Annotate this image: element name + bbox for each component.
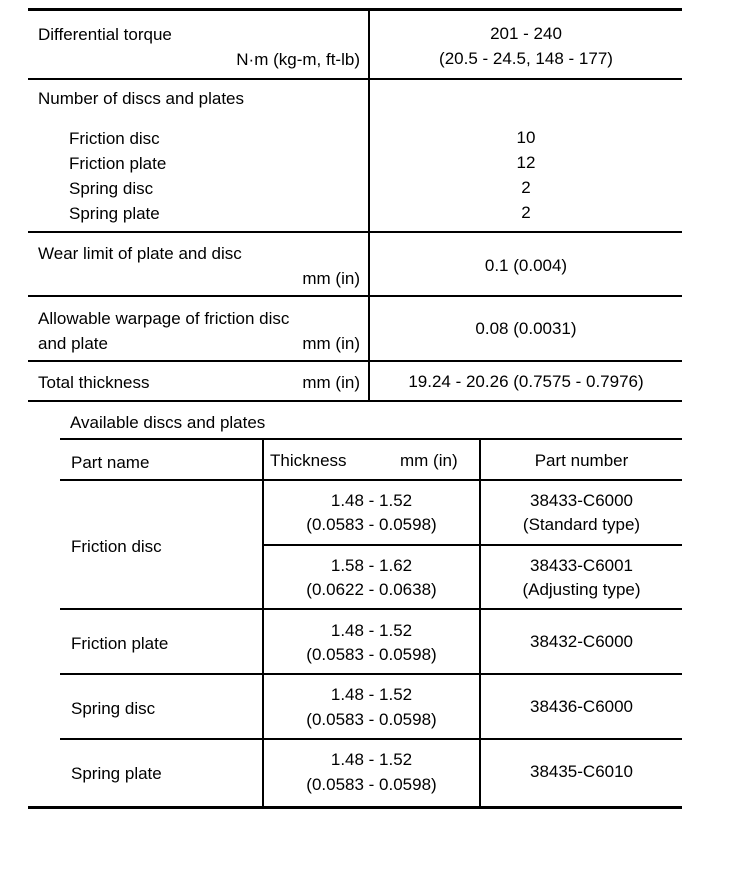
discs-plates-label: Number of discs and plates <box>38 89 244 108</box>
part-number: 38432-C6000 <box>529 632 634 651</box>
header-part-number: Part number <box>534 451 629 470</box>
thickness-mm: 1.48 - 1.52 <box>330 750 413 769</box>
spec-divider <box>28 400 682 402</box>
total-thickness-label: Total thickness <box>38 373 150 392</box>
torque-unit: N·m (kg-m, ft-lb) <box>236 50 360 69</box>
part-number-note: (Standard type) <box>522 515 641 534</box>
total-thickness-unit: mm (in) <box>302 373 360 392</box>
part-number: 38433-C6000 <box>529 491 634 510</box>
spec-divider <box>28 231 682 233</box>
part-name: Spring disc <box>71 699 156 718</box>
thickness-in: (0.0583 - 0.0598) <box>306 710 437 729</box>
available-row-divider <box>262 544 682 546</box>
disc-item-name: Friction disc <box>69 129 160 148</box>
part-number: 38436-C6000 <box>529 697 634 716</box>
available-bottom-border <box>28 806 682 809</box>
part-number: 38435-C6010 <box>529 762 634 781</box>
spec-divider <box>28 295 682 297</box>
header-part-name: Part name <box>71 453 150 472</box>
part-name: Friction plate <box>71 634 169 653</box>
wear-limit-unit: mm (in) <box>302 269 360 288</box>
available-top-border <box>60 438 682 440</box>
part-number-note: (Adjusting type) <box>522 580 641 599</box>
thickness-in: (0.0583 - 0.0598) <box>306 515 437 534</box>
thickness-mm: 1.48 - 1.52 <box>330 621 413 640</box>
part-name: Friction disc <box>71 537 162 556</box>
available-row-divider <box>60 738 682 740</box>
thickness-in: (0.0622 - 0.0638) <box>306 580 437 599</box>
wear-limit-value: 0.1 (0.004) <box>484 256 568 275</box>
thickness-mm: 1.58 - 1.62 <box>330 556 413 575</box>
part-number: 38433-C6001 <box>529 556 634 575</box>
warpage-unit: mm (in) <box>302 334 360 353</box>
disc-item-name: Spring plate <box>69 204 160 223</box>
disc-item-name: Friction plate <box>69 154 167 173</box>
thickness-in: (0.0583 - 0.0598) <box>306 775 437 794</box>
available-row-divider <box>60 608 682 610</box>
disc-item-value: 2 <box>521 178 531 197</box>
thickness-mm: 1.48 - 1.52 <box>330 685 413 704</box>
total-thickness-value: 19.24 - 20.26 (0.7575 - 0.7976) <box>408 372 644 391</box>
disc-item-value: 12 <box>516 153 536 172</box>
header-thickness: Thickness <box>270 451 347 470</box>
header-thickness-unit: mm (in) <box>400 451 458 470</box>
torque-value-alt: (20.5 - 24.5, 148 - 177) <box>439 49 613 68</box>
available-row-divider <box>60 673 682 675</box>
available-title: Available discs and plates <box>70 413 266 432</box>
disc-item-value: 10 <box>516 128 536 147</box>
warpage-label-cont: and plate <box>38 334 108 353</box>
disc-item-value: 2 <box>521 203 531 222</box>
wear-limit-label: Wear limit of plate and disc <box>38 244 242 263</box>
thickness-mm: 1.48 - 1.52 <box>330 491 413 510</box>
torque-value: 201 - 240 <box>490 24 562 43</box>
warpage-value: 0.08 (0.0031) <box>475 319 577 338</box>
warpage-label: Allowable warpage of friction disc <box>38 309 290 328</box>
spec-divider <box>28 78 682 80</box>
disc-item-name: Spring disc <box>69 179 154 198</box>
thickness-in: (0.0583 - 0.0598) <box>306 645 437 664</box>
spec-top-border <box>28 8 682 11</box>
torque-label: Differential torque <box>38 25 172 44</box>
available-header-divider <box>60 479 682 481</box>
spec-divider <box>28 360 682 362</box>
part-name: Spring plate <box>71 764 162 783</box>
